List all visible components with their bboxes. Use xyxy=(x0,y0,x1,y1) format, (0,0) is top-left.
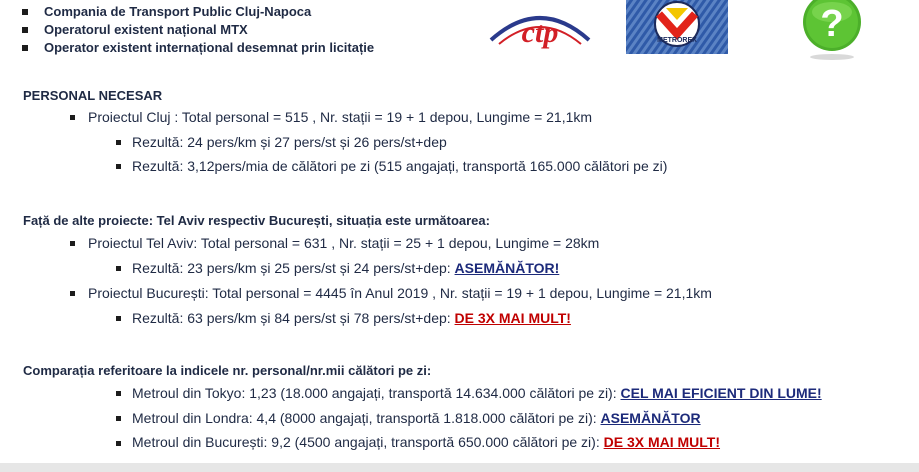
verdict-similar-badge: ASEMĂNĂTOR! xyxy=(454,260,560,276)
bullet-icon xyxy=(22,27,28,33)
metrorex-logo xyxy=(626,0,728,54)
result-cluj-1-text: Rezultă: 24 pers/km și 27 pers/st și 26 pers/st+dep xyxy=(132,134,447,150)
verdict-3x-more-badge: DE 3X MAI MULT! xyxy=(454,310,571,326)
section-title-compare-projects: Față de alte proiecte: Tel Aviv respectiv București, situația este următoarea: xyxy=(23,213,490,228)
result-bucuresti-line xyxy=(132,310,571,326)
result-cluj-2-text: Rezultă: 3,12pers/mia de călători pe zi (515 angajați, transportă 165.000 călători pe zi) xyxy=(132,158,668,174)
bullet-icon xyxy=(22,45,28,51)
verdict-3x-more-badge: DE 3X MAI MULT! xyxy=(603,434,721,450)
metro-tokyo-line xyxy=(132,385,822,401)
ctp-logo-text: ctp xyxy=(521,16,559,49)
bullet-icon xyxy=(116,164,121,169)
list-item xyxy=(18,39,374,57)
metrorex-logo-text: METROREX xyxy=(657,37,697,44)
project-cluj-text: Proiectul Cluj : Total personal = 515 , Nr. stații = 19 + 1 depou, Lungime = 21,1km xyxy=(88,109,593,125)
bottom-strip xyxy=(0,463,919,472)
list-item xyxy=(18,3,374,21)
bullet-icon xyxy=(70,291,75,296)
bullet-icon xyxy=(70,241,75,246)
bullet-icon xyxy=(116,140,121,145)
bullet-icon xyxy=(116,441,121,446)
metro-bucuresti-line xyxy=(132,434,720,450)
bullet-icon xyxy=(116,266,121,271)
help-icon xyxy=(799,0,865,62)
result-tel-aviv-line xyxy=(132,260,559,276)
intro-list xyxy=(18,3,374,57)
bullet-icon xyxy=(22,9,28,15)
result-tel-aviv-text: Rezultă: 23 pers/km și 25 pers/st și 24 pers/st+dep: xyxy=(132,260,451,276)
list-item-text: Operator existent internațional desemnat prin licitație xyxy=(44,40,375,55)
list-item-text: Compania de Transport Public Cluj-Napoca xyxy=(44,4,312,19)
metro-londra-line xyxy=(132,410,701,426)
section-title-personal: PERSONAL NECESAR xyxy=(23,88,163,103)
verdict-similar-badge: ASEMĂNĂTOR xyxy=(600,410,701,426)
project-bucuresti-text: Proiectul București: Total personal = 4445 în Anul 2019 , Nr. stații = 19 + 1 depou, Lungime = 21,1km xyxy=(88,285,712,301)
verdict-most-efficient-badge: CEL MAI EFICIENT DIN LUME! xyxy=(620,385,822,401)
ctp-logo xyxy=(485,0,595,50)
bullet-icon xyxy=(116,316,121,321)
bullet-icon xyxy=(116,391,121,396)
help-icon-symbol: ? xyxy=(820,3,844,45)
metro-bucuresti-text: Metroul din București: 9,2 (4500 angajați, transportă 650.000 călători pe zi): xyxy=(132,434,600,450)
project-tel-aviv-text: Proiectul Tel Aviv: Total personal = 631 , Nr. stații = 25 + 1 depou, Lungime = 28km xyxy=(88,235,600,251)
bullet-icon xyxy=(70,115,75,120)
metro-tokyo-text: Metroul din Tokyo: 1,23 (18.000 angajați, transportă 14.634.000 călători pe zi): xyxy=(132,385,617,401)
bullet-icon xyxy=(116,416,121,421)
result-bucuresti-text: Rezultă: 63 pers/km și 84 pers/st și 78 pers/st+dep: xyxy=(132,310,451,326)
metro-londra-text: Metroul din Londra: 4,4 (8000 angajați, transportă 1.818.000 călători pe zi): xyxy=(132,410,597,426)
section-title-compare-index: Comparația referitoare la indicele nr. personal/nr.mii călători pe zi: xyxy=(23,363,432,378)
list-item xyxy=(18,21,374,39)
list-item-text: Operatorul existent național MTX xyxy=(44,22,248,37)
